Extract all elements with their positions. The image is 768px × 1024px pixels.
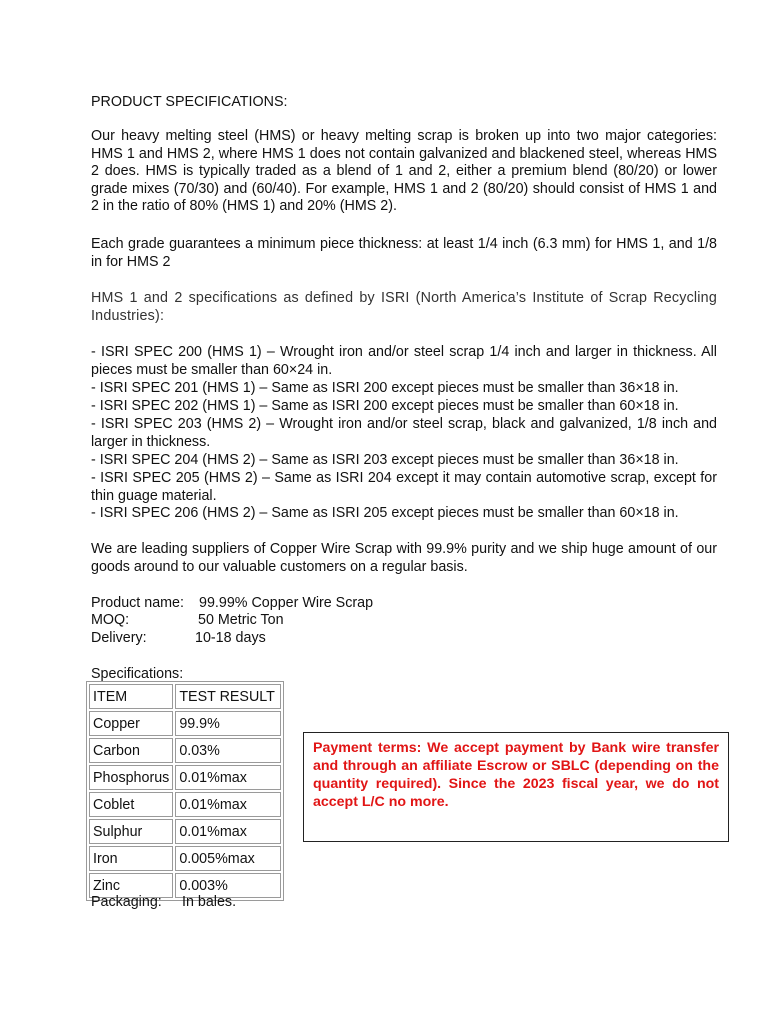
table-header-row <box>89 684 281 709</box>
table-row <box>89 738 281 763</box>
packaging-label: Packaging: <box>91 894 162 910</box>
table-cell: 0.003% <box>175 873 281 898</box>
isri-spec-item: - ISRI SPEC 204 (HMS 2) – Same as ISRI 203 except pieces must be smaller than 36×18 in. <box>91 452 679 468</box>
moq-label: MOQ: <box>91 612 130 628</box>
isri-spec-item: - ISRI SPEC 201 (HMS 1) – Same as ISRI 200 except pieces must be smaller than 36×18 in. <box>91 380 679 396</box>
payment-terms-box <box>303 732 729 842</box>
isri-spec-item: - ISRI SPEC 200 (HMS 1) – Wrought iron and/or steel scrap 1/4 inch and larger in thickness. All pieces must be smaller than 60×24 in. <box>91 344 717 378</box>
table-cell: Carbon <box>89 738 173 763</box>
table-cell: Phosphorus <box>89 765 173 790</box>
specifications-label: Specifications: <box>91 666 184 682</box>
table-row <box>89 711 281 736</box>
table-row <box>89 792 281 817</box>
delivery-row <box>91 630 266 648</box>
packaging-value: In bales. <box>182 894 237 910</box>
table-cell: 0.01%max <box>175 819 281 844</box>
table-cell: Iron <box>89 846 173 871</box>
delivery-value: 10-18 days <box>195 630 266 646</box>
hms-intro-paragraph: Our heavy melting steel (HMS) or heavy melting scrap is broken up into two major categories: HMS 1 and HMS 2, where HMS 1 does not contain galvanized and blackened steel, whereas HMS 2 does. HMS is typically traded as a blend of 1 and 2, either a premium blend (80/20) or lower grade mixes (70/30) and (60/40). For example, HMS 1 and 2 (80/20) should consist of HMS 1 and 2 in the ratio of 80% (HMS 1) and 20% (HMS 2). <box>91 128 717 214</box>
table-cell: Sulphur <box>89 819 173 844</box>
table-cell: Copper <box>89 711 173 736</box>
table-cell: 0.01%max <box>175 765 281 790</box>
payment-terms-text: Payment terms: We accept payment by Bank wire transfer and through an affiliate Escrow or SBLC (depending on the quantity required). Since the 2023 fiscal year, we do not accept L/C no more. <box>313 740 719 810</box>
table-cell: 99.9% <box>175 711 281 736</box>
moq-value: 50 Metric Ton <box>198 612 284 628</box>
table-cell: 0.005%max <box>175 846 281 871</box>
isri-spec-item: - ISRI SPEC 205 (HMS 2) – Same as ISRI 204 except it may contain automotive scrap, except for thin guage material. <box>91 470 717 504</box>
table-cell: 0.03% <box>175 738 281 763</box>
isri-spec-item: - ISRI SPEC 202 (HMS 1) – Same as ISRI 200 except pieces must be smaller than 60×18 in. <box>91 398 679 414</box>
table-cell: 0.01%max <box>175 792 281 817</box>
isri-spec-item: - ISRI SPEC 203 (HMS 2) – Wrought iron and/or steel scrap, black and galvanized, 1/8 inch and larger in thickness. <box>91 416 717 450</box>
product-name-row <box>91 595 373 613</box>
table-header-cell: ITEM <box>89 684 173 709</box>
isri-spec-item: - ISRI SPEC 206 (HMS 2) – Same as ISRI 205 except pieces must be smaller than 60×18 in. <box>91 505 679 521</box>
table-row <box>89 765 281 790</box>
table-cell: Zinc <box>89 873 173 898</box>
table-cell: Coblet <box>89 792 173 817</box>
spec-table <box>86 681 284 901</box>
packaging-row <box>91 894 236 912</box>
moq-row <box>91 612 284 630</box>
table-row <box>89 819 281 844</box>
copper-intro-paragraph: We are leading suppliers of Copper Wire Scrap with 99.9% purity and we ship huge amount of our goods around to our valuable customers on a regular basis. <box>91 541 717 575</box>
product-name-label: Product name: <box>91 595 184 611</box>
isri-intro-paragraph: HMS 1 and 2 specifications as defined by ISRI (North America’s Institute of Scrap Recycling Industries): <box>91 290 717 324</box>
delivery-label: Delivery: <box>91 630 147 646</box>
thickness-paragraph: Each grade guarantees a minimum piece thickness: at least 1/4 inch (6.3 mm) for HMS 1, and 1/8 in for HMS 2 <box>91 236 717 270</box>
table-row <box>89 846 281 871</box>
table-header-cell: TEST RESULT <box>175 684 281 709</box>
product-name-value: 99.99% Copper Wire Scrap <box>199 595 374 611</box>
page-heading: PRODUCT SPECIFICATIONS: <box>91 94 288 110</box>
